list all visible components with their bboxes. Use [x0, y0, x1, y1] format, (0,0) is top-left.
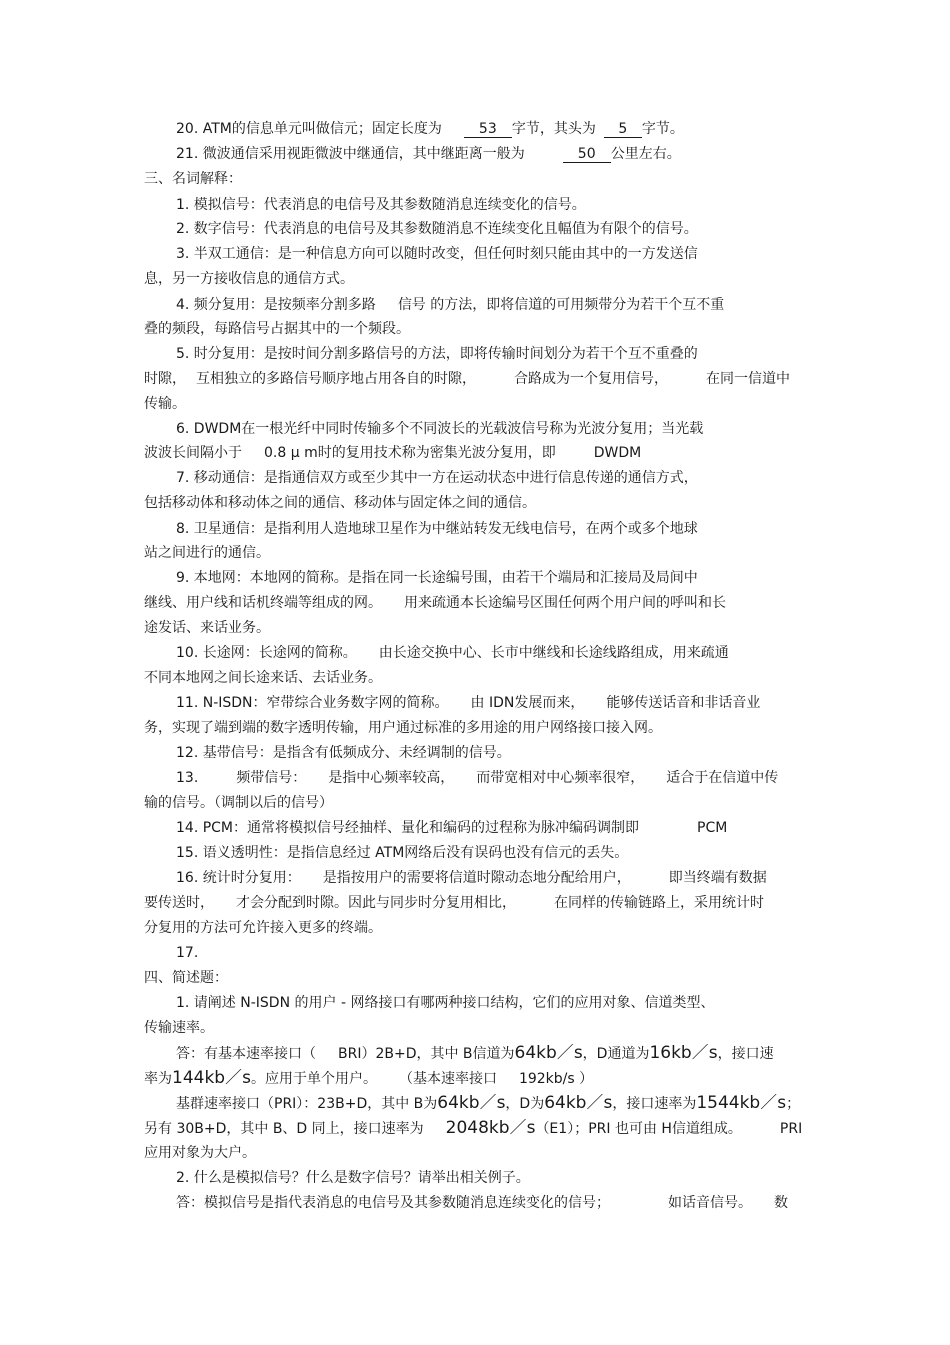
term-13-cont: 输的信号。（调制以后的信号） — [144, 795, 333, 811]
answer-blank: 50 — [563, 146, 611, 163]
term-5-cont: 时隙， 互相独立的多路信号顺序地占用各自的时隙， 合路成为一个复用信号， 在同一信道中 — [144, 371, 790, 387]
term-16-cont: 要传送时， 才会分配到时隙。因此与同步时分复用相比， 在同样的传输链路上，采用统计时 — [144, 895, 764, 911]
answer-blank: 53 — [464, 121, 512, 138]
answer-1-cont: 率为144kb／s。应用于单个用户。 （基本速率接口 192kb/s ） — [144, 1069, 594, 1088]
term-6: 6. DWDM在一根光纤中同时传输多个不同波长的光载波信号称为光波分复用；当光载 — [176, 421, 704, 437]
term-5-cont2: 传输。 — [144, 396, 186, 412]
term-17: 17. — [176, 945, 199, 961]
short-answer-1-cont: 传输速率。 — [144, 1020, 214, 1036]
question-20: 20. ATM的信息单元叫做信元；固定长度为 53 字节，其头为 5 字节。 — [176, 121, 684, 137]
answer-3: 答：模拟信号是指代表消息的电信号及其参数随消息连续变化的信号； 如话音信号。 数 — [176, 1195, 788, 1211]
question-21: 21. 微波通信采用视距微波中继通信，其中继距离一般为 50 公里左右。 — [176, 146, 681, 162]
term-8-cont: 站之间进行的通信。 — [144, 545, 270, 561]
term-11-cont: 务，实现了端到端的数字透明传输，用户通过标准的多用途的用户网络接口接入网。 — [144, 720, 662, 736]
term-4: 4. 频分复用：是按频率分割多路 信号 的方法，即将信道的可用频带分为若干个互不重 — [176, 297, 725, 313]
term-9: 9. 本地网：本地网的简称。是指在同一长途编号围，由若干个端局和汇接局及局间中 — [176, 570, 698, 586]
term-15: 15. 语义透明性：是指信息经过 ATM网络后没有误码也没有信元的丢失。 — [176, 845, 629, 861]
term-3: 3. 半双工通信：是一种信息方向可以随时改变，但任何时刻只能由其中的一方发送信 — [176, 246, 698, 262]
term-4-cont: 叠的频段，每路信号占据其中的一个频段。 — [144, 321, 410, 337]
term-6-cont: 波波长间隔小于 0.8 μ m时的复用技术称为密集光波分复用，即 DWDM — [144, 445, 642, 461]
term-13: 13. 频带信号： 是指中心频率较高， 而带宽相对中心频率很窄， 适合于在信道中传 — [176, 770, 779, 786]
term-9-cont: 继线、用户线和话机终端等组成的网。 用来疏通本长途编号区围任何两个用户间的呼叫和长 — [144, 595, 726, 611]
answer-2: 基群速率接口（PRI）：23B+D，其中 B为64kb／s，D为64kb／s，接口速率为1544kb／s； — [176, 1094, 801, 1113]
term-16-cont2: 分复用的方法可允许接入更多的终端。 — [144, 920, 382, 936]
term-7: 7. 移动通信：是指通信双方或至少其中一方在运动状态中进行信息传递的通信方式， — [176, 470, 698, 486]
section-heading: 三、名词解释： — [144, 171, 242, 187]
section-heading: 四、简述题： — [144, 970, 228, 986]
term-9-cont2: 途发话、来话业务。 — [144, 620, 270, 636]
short-answer-1: 1. 请阐述 N-ISDN 的用户 - 网络接口有哪两种接口结构，它们的应用对象、信道类型、 — [176, 995, 715, 1011]
term-10: 10. 长途网：长途网的简称。 由长途交换中心、长市中继线和长途线路组成，用来疏通 — [176, 645, 729, 661]
term-3-cont: 息，另一方接收信息的通信方式。 — [144, 271, 354, 287]
term-12: 12. 基带信号：是指含有低频成分、未经调制的信号。 — [176, 745, 511, 761]
term-16: 16. 统计时分复用： 是指按用户的需要将信道时隙动态地分配给用户， 即当终端有数据 — [176, 870, 767, 886]
term-7-cont: 包括移动体和移动体之间的通信、移动体与固定体之间的通信。 — [144, 495, 536, 511]
answer-1: 答：有基本速率接口（ BRI）2B+D，其中 B信道为64kb／s，D通道为16kb／s，接口速 — [176, 1044, 774, 1063]
term-2: 2. 数字信号：代表消息的电信号及其参数随消息不连续变化且幅值为有限个的信号。 — [176, 221, 698, 237]
short-answer-2: 2. 什么是模拟信号？什么是数字信号？请举出相关例子。 — [176, 1170, 530, 1186]
term-5: 5. 时分复用：是按时间分割多路信号的方法，即将传输时间划分为若干个互不重叠的 — [176, 346, 698, 362]
answer-2-cont2: 应用对象为大户。 — [144, 1145, 256, 1161]
term-1: 1. 模拟信号：代表消息的电信号及其参数随消息连续变化的信号。 — [176, 197, 586, 213]
term-10-cont: 不同本地网之间长途来话、去话业务。 — [144, 670, 382, 686]
term-8: 8. 卫星通信：是指利用人造地球卫星作为中继站转发无线电信号，在两个或多个地球 — [176, 521, 698, 537]
term-14: 14. PCM：通常将模拟信号经抽样、量化和编码的过程称为脉冲编码调制即 PCM — [176, 820, 728, 836]
answer-2-cont: 另有 30B+D，其中 B、D 同上，接口速率为 2048kb／s（E1）；PRI 也可由 H信道组成。 PRI — [144, 1119, 803, 1138]
term-11: 11. N-ISDN：窄带综合业务数字网的简称。 由 IDN发展而来， 能够传送话音和非话音业 — [176, 695, 761, 711]
answer-blank: 5 — [604, 121, 642, 138]
